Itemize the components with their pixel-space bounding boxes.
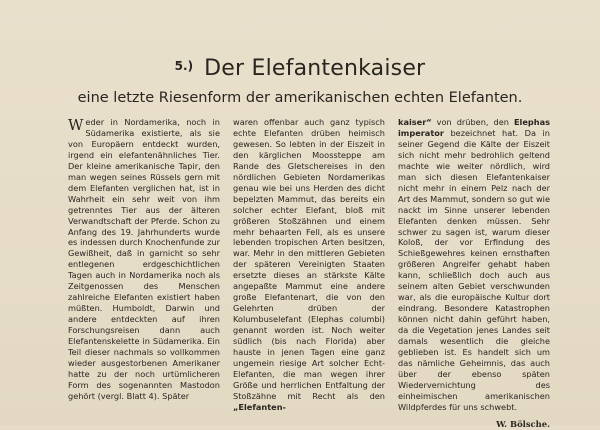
column-2-bold-term: „Elefanten- — [233, 401, 286, 412]
sheet-number: 5.) — [174, 59, 194, 73]
author-signature: W. Bölsche. — [496, 418, 550, 429]
column-3-text-b: bezeichnet hat. Da in seiner Gegend die Kälte der Eiszeit sich nicht mehr bedrohlich geltend machte wie weiter nördlich, wird man sich diesen Elefantenkaiser nicht mehr in einem Pelz nach der Art des Mammut, sondern so gut wie nackt im Sinne unserer lebenden Elefanten denken müssen. Sehr schwer zu sagen ist, warum dieser Koloß, der vor Erfindung des Schießgewehres keinen ernsthaften größeren Angreifer gehabt haben kann, schließlich doch auch aus seinem alten Gebiet verschwunden war, als die europäische Kultur dort eindrang. Besondere Katastrophen können nicht dahin geführt haben, da die Vegetation jenes Landes seit damals wesentlich die gleiche geblieben ist. Es handelt sich um das nämliche Geheimnis, das auch über der ebenso späten Wiedervernichtung des einheimischen amerikanischen Wildpferdes für uns schwebt. — [398, 127, 550, 412]
column-1 — [68, 117, 220, 430]
article-columns — [68, 117, 550, 430]
column-1-text: eder in Nordamerika, noch in Südamerika existierte, als sie von Europäern entdeckt wurden, irgend ein elefantenähnliches Tier. Der kleine amerikanische Tapir, den man wegen seines Rüssels gern mit dem Elefanten verglichen hat, ist in Wahrheit ein sehr weit von ihm getrenntes Tier aus der älteren Verwandtschaft der Pferde. Schon zu Anfang des 19. Jahrhunderts wurde es indessen durch Knochenfunde zur Gewißheit, daß in garnicht so sehr entlegenen erdgeschichtlichen Tagen auch in Nordamerika noch als Zeitgenossen des Menschen zahlreiche Elefanten existiert haben müßten. Humboldt, Darwin und andere entdeckten auf ihren Forschungsreisen dann auch Elefantenskelette in Südamerika. Ein Teil dieser nachmals so vollkommen wieder ausgestorbenen Amerikaner hatte zu der noch urtümlicheren Form des sogenannten Mastodon gehört (vergl. Blatt 4). Später — [68, 117, 220, 401]
paragraph-3 — [398, 117, 550, 413]
paragraph-2 — [233, 117, 385, 413]
column-3-text-a: von drüben, den — [431, 117, 514, 127]
column-3 — [398, 117, 550, 430]
page-title: Der Elefantenkaiser — [204, 56, 426, 81]
paragraph-1 — [68, 117, 220, 402]
column-3-bold-start: kaiser“ — [398, 117, 432, 127]
column-2-text: waren offenbar auch ganz typisch echte Elefanten drüben heimisch gewesen. So lebten in der Eiszeit in den kärglichen Moossteppe am Rande des Gletschereises in den nördlichen Gebieten Nordamerikas genau wie bei uns Herden des dicht bepelzten Mammut, das bereits ein solcher echter Elefant, bloß mit größeren Stoßzähnen und einem mehr behaarten Fell, als es unsere lebenden tropischen Arten besitzen, war. Mehr in den mittleren Gebieten der späteren Vereinigten Staaten ersetzte dieses an stärkste Kälte angepaßte Mammut eine andere große Elefantenart, die von den Gelehrten drüben der Kolumbuselefant (Elephas columbi) genannt worden ist. Noch weiter südlich (bis nach Florida) aber hauste in jenen Tagen eine ganz ungemein riesige Art solcher Echt-Elefanten, die man wegen ihrer Größe und herrlichen Entfaltung der Stoßzähne mit Recht als den — [233, 117, 385, 401]
title-row — [0, 56, 600, 81]
column-3-bold-species: Elephas imperator — [398, 117, 550, 138]
column-2 — [233, 117, 385, 430]
page-subtitle: eine letzte Riesenform der amerikanischen echten Elefanten. — [77, 90, 523, 106]
drop-cap: W — [68, 116, 84, 134]
